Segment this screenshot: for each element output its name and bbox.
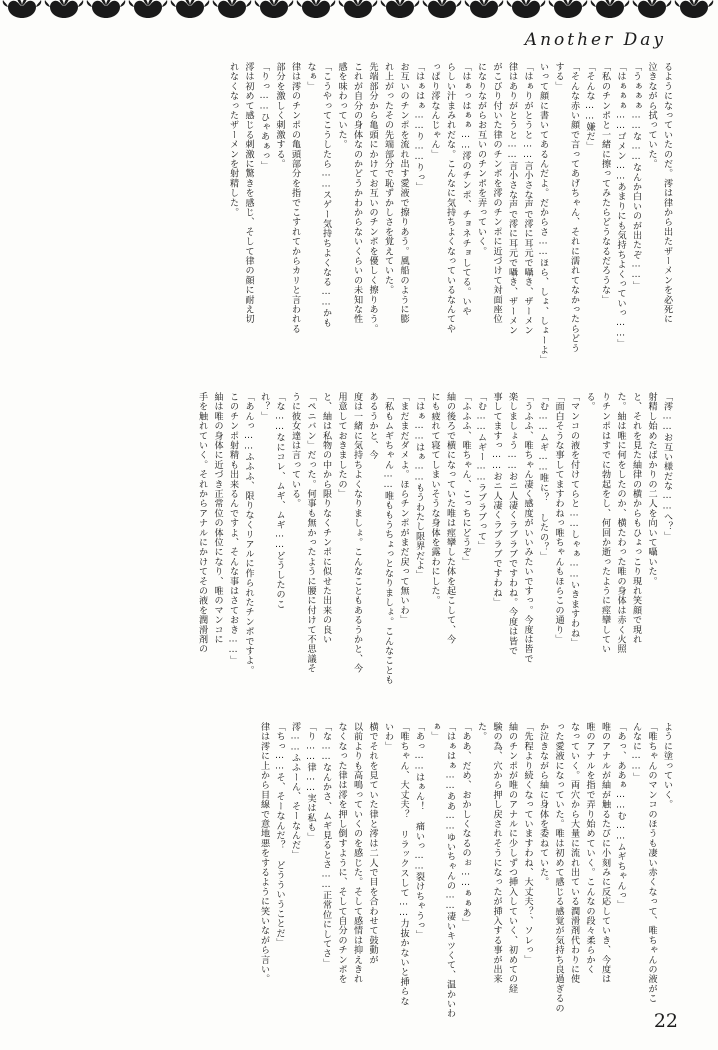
- text-line: 射精し始めたばかりの二人を向いて囁いた。: [646, 392, 657, 586]
- ornamental-border: [0, 0, 718, 22]
- text-line: なくなった律は澪を押し倒すように、そして自分のチンポを: [336, 722, 347, 984]
- text-line: 「ああ、だめ、おかしくなるのぉ……ぁぁあ」: [460, 722, 471, 928]
- text-line: このチンポ射精も出来るんですよ、そんな事はさておき……」: [228, 392, 238, 666]
- ornament-motif: [44, 0, 84, 22]
- ornament-motif: [338, 0, 378, 22]
- text-line: りチンポはすでに勃起をし、何回か逝ったように痙攣してい: [600, 392, 610, 654]
- text-line: 律は澪に上から目線で意地悪をするように笑いながら言い。: [259, 722, 269, 984]
- text-line: と、それを見た紬律の横からもひょっこり現れ笑顔で現れ: [631, 392, 641, 645]
- text-line: にも疲れて寝てしまいそうな身体を露わにした。: [429, 392, 440, 606]
- text-line: いって顔に書いてあるんだよ。だからさ……ほら、しょ、しょーよ」: [538, 62, 548, 365]
- text-line: れなくなったザーメンを射精した。: [228, 62, 238, 218]
- text-line: 「先程より続くなっていますわね、大丈夫？、ソレっ」: [522, 722, 533, 965]
- text-line: んなに……」: [631, 722, 641, 782]
- text-line: 「な……なんかさ、ムギ見るとさ……正常位にしてさ」: [321, 722, 331, 969]
- ornament-motif: [548, 0, 588, 22]
- text-line: 澪は初めて感じる刺激に驚きを感じ、そして律の顔に耐え切: [243, 62, 254, 324]
- text-line: る。: [584, 392, 595, 412]
- text-line: 「うぁぁぁ……な……なんか白いのが出たぞ……」: [631, 62, 641, 291]
- text-line: 「あっ……はぁん！ 痛いっ……裂けちゃうっ」: [414, 722, 424, 940]
- text-line: 「面白そうな事してますわねっ唯ちゃんもほらこの通り」: [553, 392, 564, 645]
- text-line: た。: [476, 722, 486, 742]
- text-line: 紬のチンポが唯のアナルに少しずつ挿入していく、初めての経: [507, 722, 517, 994]
- text-line: 律はありがとうと……言小さな声で澪に耳元で囁き、ザーメン: [507, 62, 517, 336]
- text-line: 「ふふふ、唯ちゃん、こっちにどうぞ」: [460, 392, 471, 567]
- text-line: 紬は唯の身体に近づき正常位の体位になり、唯のマンコに: [212, 392, 223, 645]
- text-line: 「む……ムギ……唯に？ したの？」: [538, 392, 548, 562]
- text-line: れ上がったその先端部分で恥ずかしさを覚えていた。: [383, 62, 393, 295]
- text-line: 「ちっ……そ、そーなんだ？ どうういうことだ」: [274, 722, 285, 948]
- text-line: 泣きながら拭っていた。: [646, 62, 657, 169]
- text-line: 「り……律……実は私も」: [305, 722, 316, 842]
- ornament-motif: [2, 0, 42, 22]
- ornament-motif: [170, 0, 210, 22]
- text-line: 「うふふ、唯ちゃん凄く感度がいいみたいですっ。今度は皆で: [522, 392, 533, 664]
- text-line: いわ」: [383, 722, 393, 752]
- text-line: か泣きながら紬に身体を委ねていた。: [538, 722, 548, 887]
- ornament-motif: [464, 0, 504, 22]
- text-line: 「はぁはぁ……り……りっ」: [414, 62, 424, 192]
- text-line: 横でそれを見ていた律と澪は二人で目を合わせて鼓動が: [367, 722, 378, 965]
- text-line: 唯のアナルが紬が触るたびに小刻みに反応していき、今度は: [600, 722, 610, 984]
- text-line: 「唯ちゃんのマンコのほうも凄い赤くなって、唯ちゃんの液がこ: [646, 722, 657, 1004]
- text-line: と、紬は私物の中から限りなくチンポに似せた出来の良い: [321, 392, 331, 645]
- ornament-motif: [296, 0, 336, 22]
- ornament-motif: [254, 0, 294, 22]
- text-line: なっていく。両穴から大量に流れ出ている潤滑剤代わりに使: [569, 722, 579, 984]
- text-line: 手を触れていく。それからアナルにかけてその液を潤滑剤の: [197, 392, 207, 654]
- text-line: になりながらお互いのチンポを弄っていく。: [476, 62, 486, 256]
- text-line: 「私のチンポと一緒に擦ってみたらどうなるだろうな」: [600, 62, 610, 305]
- text-column-3: [256, 722, 675, 1022]
- ornament-motif: [590, 0, 630, 22]
- text-line: 先端部分から亀頭にかけてお互いのチンポを優しく擦りあう。: [367, 62, 378, 334]
- ornament-motif: [86, 0, 126, 22]
- text-column-1: [225, 62, 675, 365]
- text-line: 「な……なにコレ、ムギ、ムギ……どうしたのこ: [274, 392, 285, 609]
- text-line: 「ペニバン」だった。何事も無かったように腰に付けて不思議そ: [305, 392, 316, 674]
- text-line: 以前よりも高鳴っていくのを感じた。そして感情は抑えきれ: [352, 722, 362, 984]
- text-line: た。紬は唯に何をしたのか、横たわった唯の身体は赤く火照: [615, 392, 626, 654]
- text-line: 度は一緒に気持ちよくなりましょ。こんなこともあるうかと、今: [352, 392, 362, 674]
- text-column-2: [194, 392, 675, 692]
- text-line: 用意しておきましたの」: [336, 392, 347, 499]
- text-line: れ？」: [259, 392, 269, 422]
- text-line: 唯のアナルを指で弄り始めていく。こんなの段々柔らかく: [584, 722, 595, 975]
- text-line: 「そんな赤い顔で言ってあげちゃん、それに濡れてなかったらどうする」: [553, 62, 579, 353]
- ornament-motif: [506, 0, 546, 22]
- text-line: 部分を激しく刺激する。: [274, 62, 285, 169]
- text-line: 「はぁはぁ……ああ……ゆいちゃんの……凄いキツくて、温かいわぁ」: [429, 722, 455, 1019]
- ornament-motif: [212, 0, 252, 22]
- text-line: 「澪……お互い様だな……へ？」: [662, 392, 672, 542]
- text-line: 験の為、穴から押し戻されそうになったが挿入する事が出来: [491, 722, 502, 984]
- text-line: 「こうやってこうしたら……スゲー気持ちよくなる……かも: [321, 62, 331, 328]
- text-line: 「唯ちゃん、大丈夫？ リラックスして……力抜かないと挿らな: [398, 722, 409, 1006]
- text-line: 「あんっ……ふふふ、限りなくリアルに作られたチンポですよ。: [243, 392, 254, 676]
- ornament-motif: [632, 0, 672, 22]
- text-line: 紬の後ろで横になっていた唯は痙攣した体を起こして、今: [445, 392, 455, 645]
- text-line: 「あっ、ああぁ……む……ムギちゃんっ」: [615, 722, 626, 910]
- ornament-motif: [380, 0, 420, 22]
- text-line: 事してますっ……おニ人凄くラブラブですわね」: [491, 392, 502, 608]
- text-line: 「マンコの液を付けてらと……しゃぁ……いきますわね」: [569, 392, 579, 648]
- ornament-motif: [422, 0, 462, 22]
- ornament-motif: [674, 0, 714, 22]
- text-line: 「む……ムギー……ラブラブって」: [476, 392, 486, 551]
- text-line: 「はぁっはぁぁ……澪のチンポ、チョネチョしてる。いや: [460, 62, 471, 316]
- text-line: 澪……ふふーん、そーなんだ」: [290, 722, 300, 860]
- text-line: った愛液になっていた。唯は初めて感じる感覚が気持ち良過ぎるの: [553, 722, 564, 1013]
- text-line: らしい汁まみれだな。こんなに気持ちよくなっているなんてや: [445, 62, 455, 334]
- text-line: 「りっ……ひゃあぁっ」: [259, 62, 269, 171]
- text-line: るようになっていたのだ。澪は律から出たザーメンを必死に: [662, 62, 672, 324]
- text-line: 楽しましょう……おニ人凄くラブラブですわね。今度は皆で: [507, 392, 517, 656]
- text-line: うに彼女達は言っている。: [290, 392, 300, 509]
- text-line: がこびり付いた律のチンポを澪のチンポに近づけて対面座位: [491, 62, 502, 324]
- text-line: 「まだまだダメよ。ほらチンポがまだ戻って無いわ」: [398, 392, 409, 625]
- text-line: 「はぁりがとうと……言小さな声で澪に耳元で囁き、ザーメン: [522, 62, 533, 336]
- text-line: これが自分の身体なのかどうかわからないくらいの未知な性: [352, 62, 362, 324]
- text-line: 律は澪のチンポの亀頭部分を指でこすれてからカリと言われる: [290, 62, 300, 334]
- text-line: 「はぁ……はぁ……もうわたし限界だよ」: [414, 392, 424, 580]
- text-line: なぁ」: [305, 62, 316, 92]
- page-number: 22: [653, 1010, 678, 1032]
- ornament-motif: [128, 0, 168, 22]
- text-line: 感を味わっていた。: [336, 62, 347, 150]
- text-line: 「はぁぁぁ……ゴメン……あまりにも気持ちよくっていっ……」: [615, 62, 626, 349]
- page-title: Another Day: [524, 30, 666, 50]
- text-line: 「そんな……嫌だ」: [584, 62, 595, 152]
- text-line: ように塗っていく。: [662, 722, 672, 810]
- text-line: 「私もムギちゃん……唯ももうちょっとなりましょ。こんなこともあるうかと、今: [367, 392, 393, 685]
- text-line: っぱり澪なんじゃん」: [429, 62, 440, 159]
- text-line: お互いのチンポを流れ出す愛液で擦りあう。風船のように膨: [398, 62, 409, 324]
